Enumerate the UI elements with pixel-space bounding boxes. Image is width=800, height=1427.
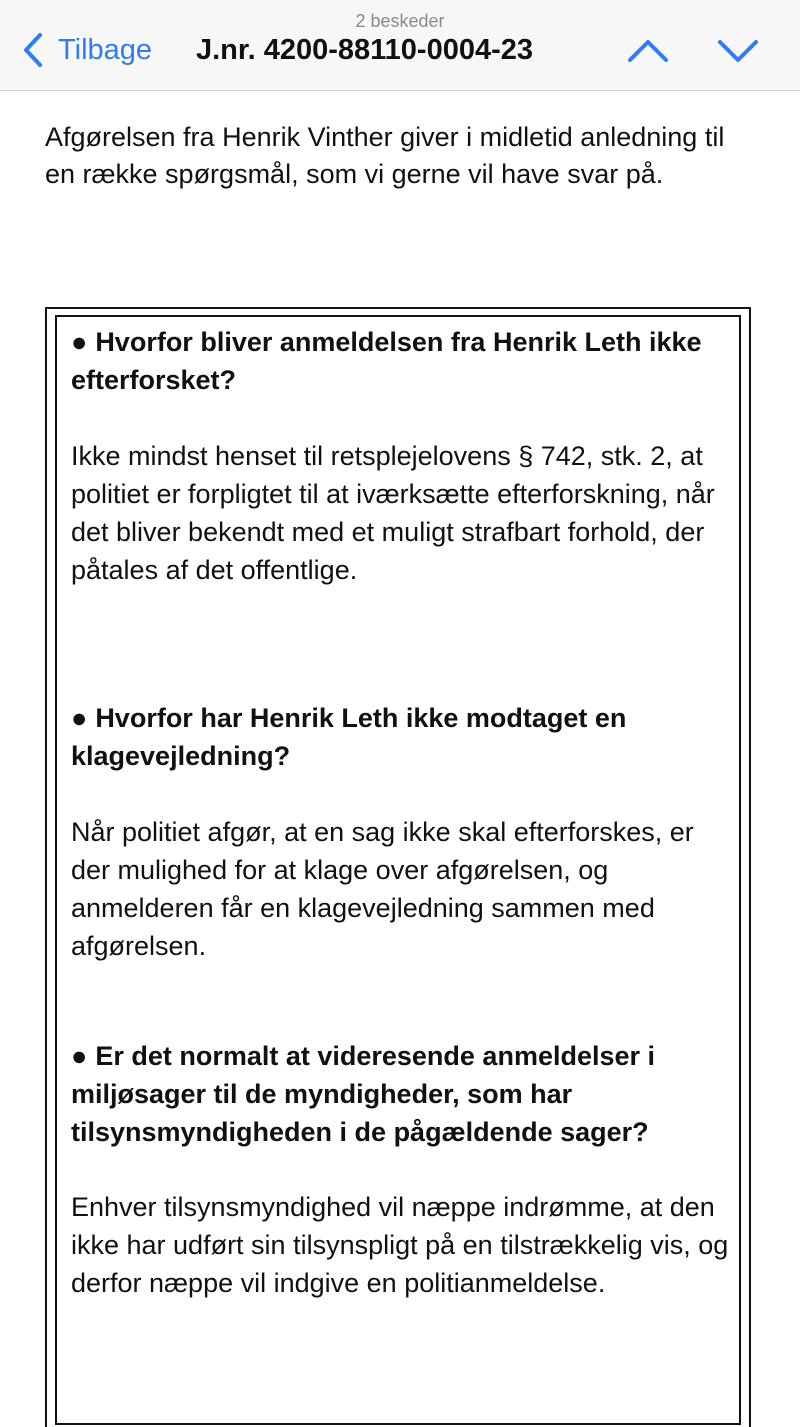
message-count: 2 beskeder (355, 11, 445, 31)
question-2-text: Hvorfor har Henrik Leth ikke modtaget en klagevejledning? (71, 703, 627, 771)
questions-frame (45, 307, 751, 1427)
chevron-down-icon (716, 55, 760, 72)
back-label: Tilbage (58, 33, 153, 66)
bullet-icon: ● (71, 327, 88, 357)
question-1 (71, 323, 731, 399)
question-3 (71, 1037, 731, 1151)
message-body[interactable] (0, 91, 800, 1427)
message-subject-title: J.nr. 4200-88110-0004-23 (196, 34, 533, 66)
next-message-button[interactable] (716, 32, 760, 68)
answer-2: Når politiet afgør, at en sag ikke skal efterforskes, er der mulighed for at klage over afgørelsen, og anmelderen får en klagevejledning sammen med afgørelsen. (71, 817, 694, 961)
bullet-icon: ● (71, 703, 88, 733)
bullet-icon: ● (71, 1041, 88, 1071)
answer-3: Enhver tilsynsmyndighed vil næppe indrømme, at den ikke har udført sin tilsynspligt på en tilstrækkelig vis, og derfor næppe vil indgive en politianmeldelse. (71, 1192, 729, 1298)
questions-inner-frame (55, 315, 741, 1425)
previous-message-button[interactable] (626, 32, 670, 68)
question-3-text: Er det normalt at videresende anmeldelser i miljøsager til de myndigheder, som har tilsynsmyndigheden i de pågældende sager? (71, 1041, 656, 1147)
answer-1: Ikke mindst henset til retsplejelovens § 742, stk. 2, at politiet er forpligtet til at iværksætte efterforskning, når det bliver bekendt med et muligt strafbart forhold, der påtales af det offentlige. (71, 441, 715, 585)
chevron-up-icon (626, 55, 670, 72)
back-button[interactable] (22, 30, 152, 70)
question-2 (71, 699, 731, 775)
question-1-text: Hvorfor bliver anmeldelsen fra Henrik Leth ikke efterforsket? (71, 327, 702, 395)
intro-paragraph: Afgørelsen fra Henrik Vinther giver i midletid anledning til en række spørgsmål, som vi gerne vil have svar på. (45, 122, 725, 189)
navigation-bar (0, 0, 800, 91)
chevron-left-icon (22, 32, 44, 68)
